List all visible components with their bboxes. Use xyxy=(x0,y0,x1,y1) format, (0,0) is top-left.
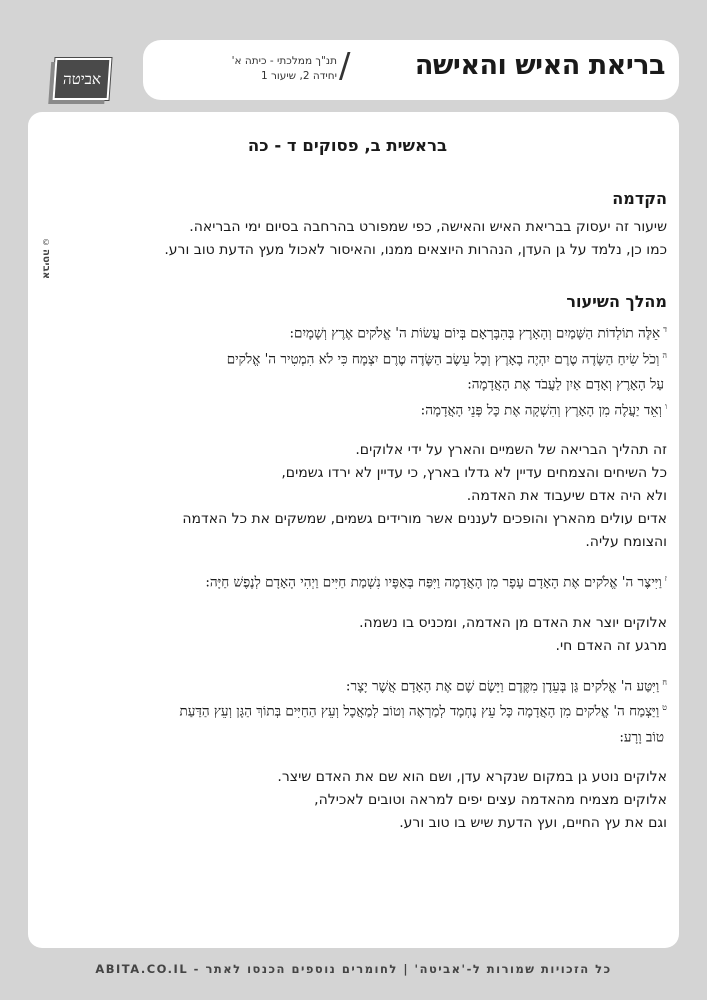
page-title: בריאת האיש והאישה xyxy=(414,50,665,81)
verse xyxy=(80,568,667,594)
explanation-line: אדים עולים מהארץ והופכים לעננים אשר מורידים גשמים, שמשקים את כל האדמה xyxy=(182,511,667,527)
footer-copyright: כל הזכויות שמורות ל-'אביטה' | לחומרים נוספים הכנסו לאתר - ABITA.CO.IL xyxy=(95,962,612,976)
explanation-line: אלוקים נוטע גן במקום שנקרא עדן, ושם הוא שם את האדם שיצר. xyxy=(277,769,667,785)
verse-text: וַיַּצְמַח ה' אֱלֹקים מִן הָאֲדָמָה כָּל עֵץ נֶחְמָד לְמַרְאֶה וְטוֹב לְמַאֲכָל וְעֵץ הַחַיִּים בְּתוֹךְ הַגָּן וְעֵץ הַדַּעַת xyxy=(179,703,660,720)
verse-number: ו xyxy=(664,401,667,411)
verse-text: וְאֵד יַעֲלֶה מִן הָאָרֶץ וְהִשְׁקָה אֶת כָּל פְּנֵי הָאֲדָמָה: xyxy=(420,402,662,418)
explanation-line: וגם את עץ החיים, ועץ הדעת שיש בו טוב ורע. xyxy=(399,815,667,831)
explanation-line: כל השיחים והצמחים עדיין לא גדלו בארץ, כי עדיין לא ירדו גשמים, xyxy=(281,465,667,481)
verse-block-2 xyxy=(80,568,667,594)
verse-text: טוֹב וָרָע: xyxy=(619,729,664,745)
verse xyxy=(80,370,667,396)
verse xyxy=(80,697,667,723)
explanation-line: זה תהליך הבריאה של השמיים והארץ על ידי אלוקים. xyxy=(355,442,667,458)
verse xyxy=(80,672,667,698)
intro-line: כמו כן, נלמד על גן העדן, הנהרות היוצאים ממנו, והאיסור לאכול מעץ הדעת טוב ורע. xyxy=(164,242,667,258)
explanation-line: והצומח עליה. xyxy=(585,534,667,550)
scripture-reference: בראשית ב, פסוקים ד - כה xyxy=(247,136,448,155)
verse-number: ט xyxy=(662,703,667,712)
copyright-icon: © xyxy=(42,238,50,247)
intro-heading: הקדמה xyxy=(612,189,667,208)
explanation-block-1 xyxy=(80,439,667,554)
verse-text: וַיִּטַּע ה' אֱלֹקים גַּן בְּעֵדֶן מִקֶּדֶם וַיָּשֶׂם שָׁם אֶת הָאָדָם אֲשֶׁר יָצָר: xyxy=(345,678,660,694)
header-card xyxy=(143,40,679,100)
verse-number: ח xyxy=(662,677,667,687)
unit-label: יחידה 2, שיעור 1 xyxy=(260,70,337,82)
verse xyxy=(80,723,667,749)
course-label: תנ"ך ממלכתי - כיתה א' xyxy=(231,55,337,67)
intro-line: שיעור זה יעסוק בבריאת האיש והאישה, כפי שמפורט בהרחבה בסיום ימי הבריאה. xyxy=(189,219,667,235)
verse xyxy=(80,396,667,422)
explanation-line: אלוקים יוצר את האדם מן האדמה, ומכניס בו נשמה. xyxy=(359,614,667,631)
verse-number: ז xyxy=(664,574,667,583)
title-divider: / xyxy=(339,46,351,86)
abita-logo: אביטה xyxy=(53,58,112,100)
verse xyxy=(80,345,667,371)
explanation-block-2 xyxy=(80,612,667,658)
verse-text: וְכֹל שִׂיחַ הַשָּׂדֶה טֶרֶם יִהְיֶה בָאָרֶץ וְכָל עֵשֶׂב הַשָּׂדֶה טֶרֶם יִצְמָח כִּי לֹא הִמְטִיר ה' אֱלֹקים xyxy=(226,351,660,367)
copyright-side-mark xyxy=(36,238,56,282)
verse-number: ד xyxy=(663,325,667,334)
explanation-line: מרגע זה האדם חי. xyxy=(555,637,667,654)
lesson-heading: מהלך השיעור xyxy=(566,292,667,311)
verse-block-1 xyxy=(80,319,667,421)
explanation-line: ולא היה אדם שיעבוד את האדמה. xyxy=(466,488,667,504)
explanation-line: אלוקים מצמיח מהאדמה עצים יפים למראה וטובים לאכילה, xyxy=(314,792,667,808)
verse-text: וַיִּיצֶר ה' אֱלֹקים אֶת הָאָדָם עָפָר מִן הָאֲדָמָה וַיִּפַּח בְּאַפָּיו נִשְׁמַת חַיִּים וַיְהִי הָאָדָם לְנֶפֶשׁ חַיָּה: xyxy=(205,574,662,591)
explanation-block-3 xyxy=(80,766,667,835)
verse-text: אֵלֶּה תוֹלְדוֹת הַשָּׁמַיִם וְהָאָרֶץ בְּהִבָּרְאָם בְּיוֹם עֲשׂוֹת ה' אֱלֹקים אֶרֶץ וְשָׁמָיִם: xyxy=(289,325,661,342)
verse-text: עַל הָאָרֶץ וְאָדָם אַיִן לַעֲבֹד אֶת הָאֲדָמָה: xyxy=(467,376,664,393)
verse xyxy=(80,319,667,345)
verse-block-3 xyxy=(80,672,667,749)
verse-number: ה xyxy=(662,350,667,360)
copyright-side-text: אביטה xyxy=(40,249,52,279)
lesson-content xyxy=(80,132,667,835)
lesson-meta xyxy=(165,54,337,84)
